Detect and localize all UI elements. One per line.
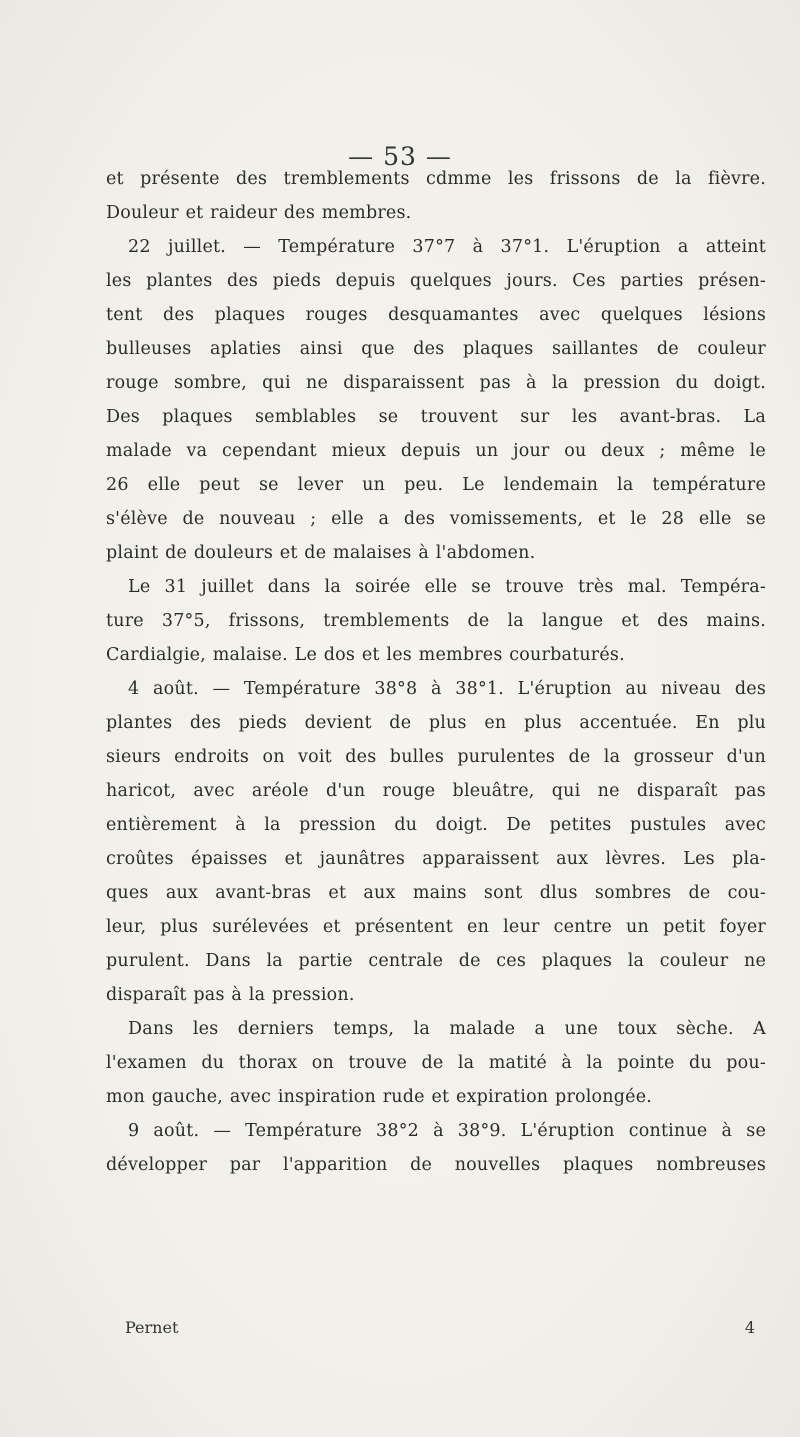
text-line: 26 elle peut se lever un peu. Le lendemain la température xyxy=(106,475,766,495)
text-line: ques aux avant-bras et aux mains sont dlus sombres de cou- xyxy=(106,883,766,903)
text-line: s'élève de nouveau ; elle a des vomissements, et le 28 elle se xyxy=(106,509,766,529)
text-line: croûtes épaisses et jaunâtres apparaissent aux lèvres. Les pla- xyxy=(106,849,766,869)
text-line: Cardialgie, malaise. Le dos et les membres courbaturés. xyxy=(106,645,625,665)
text-line: Douleur et raideur des membres. xyxy=(106,203,412,223)
text-line: sieurs endroits on voit des bulles purulentes de la grosseur d'un xyxy=(106,747,766,767)
text-line: Le 31 juillet dans la soirée elle se trouve très mal. Tempéra- xyxy=(128,577,766,597)
text-line: plaint de douleurs et de malaises à l'abdomen. xyxy=(106,543,536,563)
text-line: 22 juillet. — Température 37°7 à 37°1. L'éruption a atteint xyxy=(128,237,766,257)
text-line: mon gauche, avec inspiration rude et expiration prolongée. xyxy=(106,1087,653,1107)
text-line: disparaît pas à la pression. xyxy=(106,985,355,1005)
text-line: tent des plaques rouges desquamantes avec quelques lésions xyxy=(106,305,766,325)
footer-signature-mark: 4 xyxy=(744,1318,755,1337)
text-line: 4 août. — Température 38°8 à 38°1. L'éruption au niveau des xyxy=(128,679,766,699)
text-line: malade va cependant mieux depuis un jour ou deux ; même le xyxy=(106,441,766,461)
footer-author: Pernet xyxy=(125,1318,179,1337)
text-line: leur, plus surélevées et présentent en leur centre un petit foyer xyxy=(106,917,766,937)
page-footer xyxy=(125,1318,755,1337)
text-line: les plantes des pieds depuis quelques jours. Ces parties présen- xyxy=(106,271,766,291)
text-line: purulent. Dans la partie centrale de ces plaques la couleur ne xyxy=(106,951,766,971)
text-line: ture 37°5, frissons, tremblements de la langue et des mains. xyxy=(106,611,766,631)
text-line: Dans les derniers temps, la malade a une toux sèche. A xyxy=(128,1019,766,1039)
text-line: entièrement à la pression du doigt. De petites pustules avec xyxy=(106,815,766,835)
text-line: rouge sombre, qui ne disparaissent pas à la pression du doigt. xyxy=(106,373,766,393)
text-line: l'examen du thorax on trouve de la matité à la pointe du pou- xyxy=(106,1053,766,1073)
text-line: 9 août. — Température 38°2 à 38°9. L'éruption continue à se xyxy=(128,1121,766,1141)
text-line: haricot, avec aréole d'un rouge bleuâtre, qui ne disparaît pas xyxy=(106,781,766,801)
text-line: développer par l'apparition de nouvelles plaques nombreuses xyxy=(106,1155,766,1175)
text-line: et présente des tremblements cdmme les frissons de la fièvre. xyxy=(106,169,766,189)
text-line: Des plaques semblables se trouvent sur les avant-bras. La xyxy=(106,407,766,427)
text-line: plantes des pieds devient de plus en plus accentuée. En plu xyxy=(106,713,766,733)
page-number: — 53 — xyxy=(348,142,452,171)
body-text xyxy=(106,162,766,1182)
text-line: bulleuses aplaties ainsi que des plaques saillantes de couleur xyxy=(106,339,766,359)
